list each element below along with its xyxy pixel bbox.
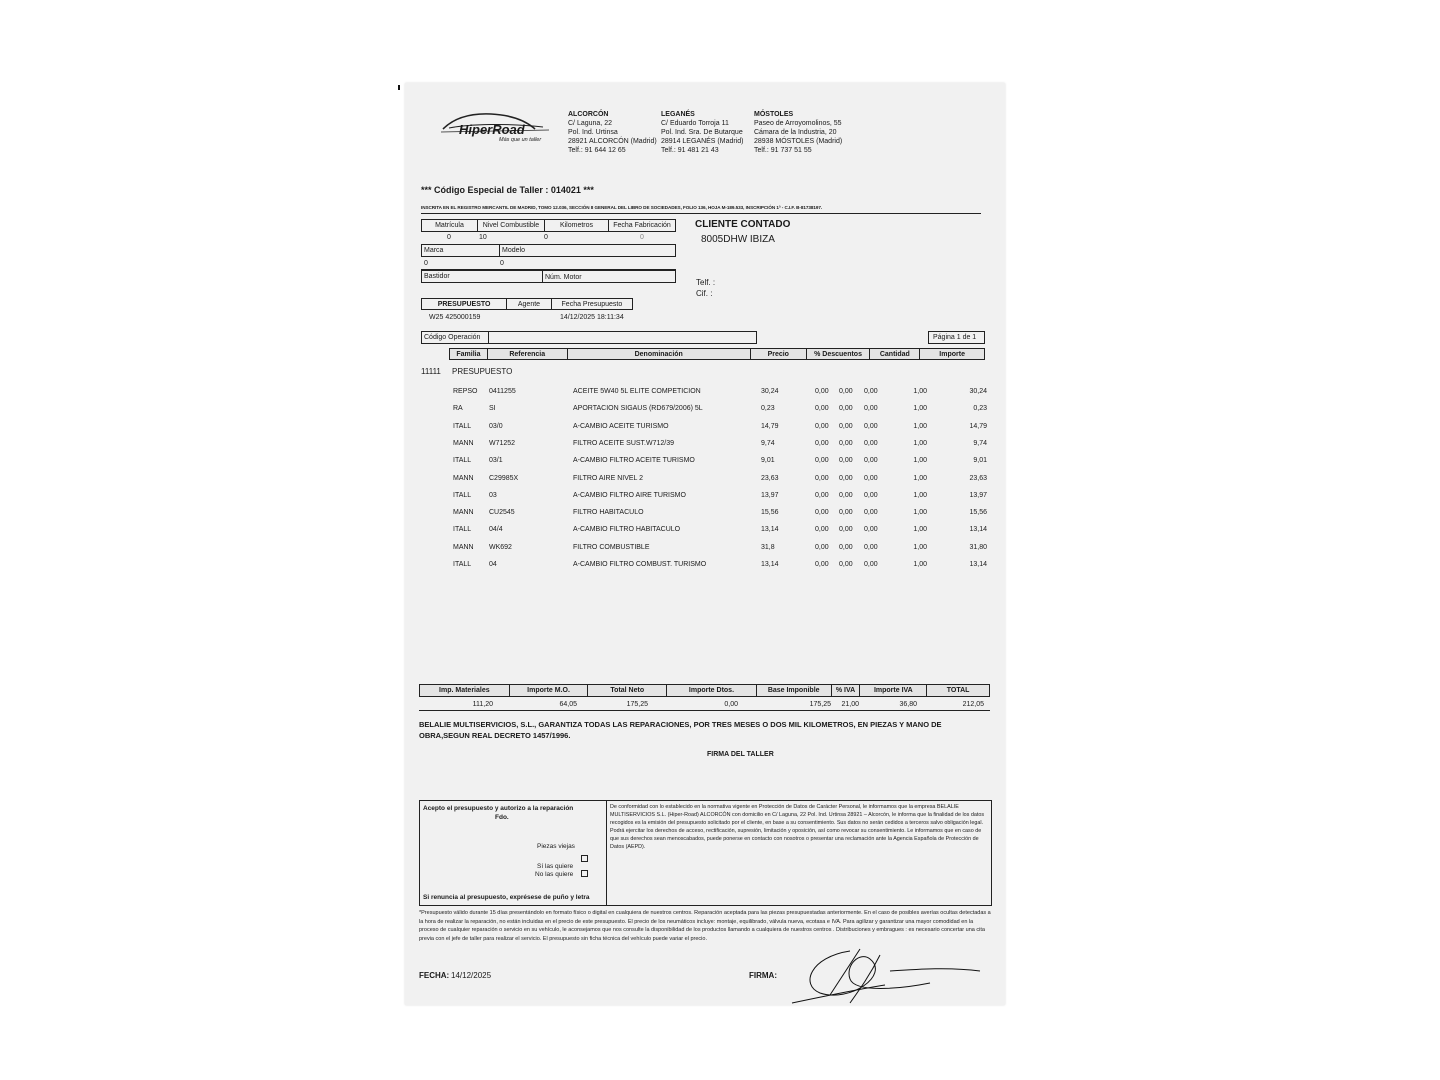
item-descuento-2: 0,00 xyxy=(839,561,853,568)
branch-city: LEGANÉS xyxy=(661,111,695,118)
label-importe-dtos: Importe Dtos. xyxy=(667,685,757,696)
item-descuento-1: 0,00 xyxy=(815,526,829,534)
item-denominacion: APORTACION SIGAUS (RD679/2006) 5L xyxy=(573,405,703,413)
old-parts-yes-label: Sí las quiere xyxy=(537,863,574,870)
item-descuento-3: 0,00 xyxy=(864,439,878,447)
table-row xyxy=(405,387,1005,403)
item-importe: 0,23 xyxy=(973,405,987,413)
page-number: Página 1 de 1 xyxy=(933,334,977,341)
item-referencia: CU2545 xyxy=(489,509,515,517)
item-familia: MANN xyxy=(453,543,474,551)
label-total-neto: Total Neto xyxy=(588,685,667,696)
value-base-imponible: 175,25 xyxy=(809,701,831,708)
item-familia: ITALL xyxy=(453,491,472,499)
value-modelo: 0 xyxy=(500,260,504,267)
items-header-row xyxy=(449,348,985,360)
label-importe-iva: Importe IVA xyxy=(860,685,927,696)
item-cantidad: 1,00 xyxy=(913,405,927,413)
item-descuento-1: 0,00 xyxy=(815,561,829,568)
value-marca: 0 xyxy=(424,260,428,267)
branch-line: Pol. Ind. Urtinsa xyxy=(568,129,618,136)
value-km: 0 xyxy=(544,234,548,241)
budget-document xyxy=(405,83,1005,1005)
branch-line: Telf.: 91 737 51 55 xyxy=(754,147,812,154)
item-cantidad: 1,00 xyxy=(913,526,927,534)
item-descuento-1: 0,00 xyxy=(815,509,829,517)
label-codigo-operacion: Código Operación xyxy=(424,334,481,341)
client-vehicle: 8005DHW IBIZA xyxy=(701,234,775,245)
item-descuento-2: 0,00 xyxy=(839,422,853,430)
label-matricula: Matrícula xyxy=(422,220,478,231)
item-descuento-1: 0,00 xyxy=(815,388,829,395)
value-importe-dtos: 0,00 xyxy=(724,701,738,708)
item-denominacion: A-CAMBIO FILTRO COMBUST. TURISMO xyxy=(573,561,707,568)
label-iva-pct: % IVA xyxy=(832,685,861,696)
scan-mark xyxy=(398,85,400,90)
branch-leganes xyxy=(661,110,756,155)
item-cantidad: 1,00 xyxy=(913,422,927,430)
label-fecha-fabricacion: Fecha Fabricación xyxy=(613,222,671,229)
item-cantidad: 1,00 xyxy=(913,509,927,517)
branch-line: Telf.: 91 644 12 65 xyxy=(568,147,626,154)
label-modelo: Modelo xyxy=(502,247,525,254)
item-denominacion: FILTRO COMBUSTIBLE xyxy=(573,543,650,551)
item-descuento-1: 0,00 xyxy=(815,439,829,447)
label-importe-mo: Importe M.O. xyxy=(510,685,589,696)
item-precio: 9,01 xyxy=(761,457,775,465)
col-familia: Familia xyxy=(450,349,488,359)
table-row xyxy=(405,525,1005,541)
table-row xyxy=(405,474,1005,490)
col-descuentos: % Descuentos xyxy=(807,349,871,359)
value-iva-pct: 21,00 xyxy=(841,701,859,708)
item-familia: REPSO xyxy=(453,388,478,395)
item-referencia: 03/1 xyxy=(489,457,503,465)
item-importe: 13,14 xyxy=(969,561,987,568)
old-parts-no-checkbox[interactable] xyxy=(581,870,588,877)
branch-alcorcon xyxy=(568,110,663,155)
item-denominacion: FILTRO HABITACULO xyxy=(573,509,644,517)
registry-text: INSCRITA EN EL REGISTRO MERCANTIL DE MADRID, TOMO 12.036, SECCIÓN 8 GENERAL DEL LIBRO DE SOCIEDADES, FOLIO 136, HOJA M-189.533, INSCRIPCIÓN 1ª - C.I.F. B-81738197. xyxy=(421,205,823,210)
client-telf-label: Telf. : xyxy=(696,278,716,287)
col-precio: Precio xyxy=(751,349,807,359)
reject-note: Si renuncia al presupuesto, exprésese de puño y letra xyxy=(423,894,590,901)
accept-title: Acepto el presupuesto y autorizo a la reparación xyxy=(423,805,574,812)
item-descuento-3: 0,00 xyxy=(864,405,878,413)
divider xyxy=(542,270,543,283)
value-total-neto: 175,25 xyxy=(626,701,648,708)
item-descuento-3: 0,00 xyxy=(864,422,878,430)
item-denominacion: FILTRO ACEITE SUST.W712/39 xyxy=(573,439,675,447)
item-importe: 31,80 xyxy=(969,543,987,551)
item-importe: 13,14 xyxy=(969,526,987,534)
guarantee-text: BELALIE MULTISERVICIOS, S.L., GARANTIZA TODAS LAS REPARACIONES, POR TRES MESES O DOS MIL KILOMETROS, EN PIEZAS Y MANO DE OBRA,SEGUN REAL DECRETO 1457/1996. xyxy=(419,720,942,740)
item-cantidad: 1,00 xyxy=(913,474,927,482)
value-imp-materiales: 111,20 xyxy=(472,701,493,708)
totals-header-row xyxy=(419,684,990,697)
table-row xyxy=(405,456,1005,472)
item-descuento-3: 0,00 xyxy=(864,474,878,482)
branch-line: C/ Laguna, 22 xyxy=(568,120,612,127)
label-marca: Marca xyxy=(424,247,444,254)
item-precio: 14,79 xyxy=(761,422,779,430)
col-referencia: Referencia xyxy=(488,349,568,359)
value-importe-mo: 64,05 xyxy=(559,701,577,708)
client-cif-label: Cif. : xyxy=(696,289,713,298)
branch-city: MÓSTOLES xyxy=(754,111,794,118)
table-row xyxy=(405,543,1005,559)
branch-line: C/ Eduardo Torroja 11 xyxy=(661,120,729,127)
label-presupuesto: PRESUPUESTO xyxy=(422,299,507,309)
fecha-label: FECHA: xyxy=(419,971,450,980)
item-descuento-3: 0,00 xyxy=(864,561,878,568)
item-familia: RA xyxy=(453,405,463,413)
item-importe: 15,56 xyxy=(969,509,987,517)
item-descuento-3: 0,00 xyxy=(864,526,878,534)
item-descuento-3: 0,00 xyxy=(864,491,878,499)
label-nivel-combustible: Nivel Combustible xyxy=(478,220,545,231)
handwritten-signature xyxy=(790,945,990,1005)
item-referencia: 0411255 xyxy=(489,388,516,395)
budget-header-row xyxy=(421,298,633,310)
item-descuento-2: 0,00 xyxy=(839,474,853,482)
value-importe-iva: 36,80 xyxy=(899,701,917,708)
item-referencia: 03/0 xyxy=(489,422,503,430)
item-descuento-3: 0,00 xyxy=(864,457,878,465)
table-row xyxy=(405,422,1005,438)
divider xyxy=(419,710,990,711)
item-cantidad: 1,00 xyxy=(913,491,927,499)
item-denominacion: FILTRO AIRE NIVEL 2 xyxy=(573,474,644,482)
item-denominacion: ACEITE 5W40 5L ELITE COMPETICION xyxy=(573,388,701,395)
item-descuento-3: 0,00 xyxy=(864,509,878,517)
item-referencia: WK692 xyxy=(489,543,512,551)
item-descuento-2: 0,00 xyxy=(839,526,853,534)
item-precio: 13,14 xyxy=(761,561,779,568)
item-descuento-1: 0,00 xyxy=(815,457,829,465)
budget-date: 14/12/2025 18:11:34 xyxy=(560,314,624,321)
item-descuento-3: 0,00 xyxy=(864,388,878,395)
label-num-motor: Núm. Motor xyxy=(545,274,582,281)
branch-line: Paseo de Arroyomolinos, 55 xyxy=(754,120,842,127)
item-referencia: SI xyxy=(489,405,496,413)
item-descuento-1: 0,00 xyxy=(815,491,829,499)
table-row xyxy=(405,491,1005,507)
table-row xyxy=(405,439,1005,455)
fecha-value: 14/12/2025 xyxy=(451,971,492,980)
branch-line: 28914 LEGANÉS (Madrid) xyxy=(661,138,744,145)
label-kilometros: Kilometros xyxy=(545,220,609,231)
item-precio: 13,97 xyxy=(761,491,779,499)
item-referencia: 04 xyxy=(489,561,497,568)
value-fecha-fab: 0 xyxy=(640,234,644,241)
vehicle-header-row xyxy=(421,219,676,232)
table-row xyxy=(405,404,1005,420)
branch-city: ALCORCÓN xyxy=(568,111,609,118)
item-importe: 13,97 xyxy=(969,491,987,499)
divider xyxy=(488,331,489,344)
divider xyxy=(499,244,500,257)
label-agente: Agente xyxy=(507,299,552,309)
old-parts-yes-checkbox[interactable] xyxy=(581,855,588,862)
label-fecha-presupuesto: Fecha Presupuesto xyxy=(561,301,623,308)
item-denominacion: A-CAMBIO FILTRO HABITACULO xyxy=(573,526,681,534)
accept-fdo: Fdo. xyxy=(495,814,509,821)
footnote-text: *Presupuesto válido durante 15 días presentándolo en formato físico o digital en cualquiera de nuestros centros. Reparación aceptada para las piezas presupuestadas anteriormente. En el caso de posibles averías ocultas detectadas a la hora de realizar la reparación, no están incluidas en el precio de este presupuesto. El precio de los neumáticos incluye: montaje, equilibrado, válvula nueva, ecotasa e IVA. Para agilizar y garantizar una mayor comodidad en la proceso de cualquier reparación o servicio en su vehículo, le aconsejamos que nos consulte la disponibilidad de los productos llamando a cualquiera de nuestros centros . Distribuciones y embragues : es necesario concertar una cita previa con el jefe de taller para realizar el servicio. El presupuesto sin ficha técnica del vehículo puede variar el precio. xyxy=(419,910,991,942)
item-referencia: W71252 xyxy=(489,439,516,447)
item-cantidad: 1,00 xyxy=(913,543,927,551)
table-row xyxy=(405,560,1005,576)
branch-mostoles xyxy=(754,110,864,155)
item-referencia: C29985X xyxy=(489,474,519,482)
item-familia: MANN xyxy=(453,509,474,517)
item-descuento-1: 0,00 xyxy=(815,422,829,430)
budget-number: W25 425000159 xyxy=(429,314,481,321)
item-familia: MANN xyxy=(453,474,474,482)
old-parts-label: Piezas viejas xyxy=(537,843,575,850)
item-familia: ITALL xyxy=(453,457,472,465)
label-bastidor: Bastidor xyxy=(424,273,450,280)
item-familia: MANN xyxy=(453,439,474,447)
item-precio: 30,24 xyxy=(761,388,779,395)
logo-brand: HiperRoad xyxy=(459,122,525,137)
item-denominacion: A-CAMBIO FILTRO ACEITE TURISMO xyxy=(573,457,695,465)
item-precio: 31,8 xyxy=(761,543,775,551)
item-descuento-2: 0,00 xyxy=(839,457,853,465)
branch-line: Telf.: 91 481 21 43 xyxy=(661,147,719,154)
item-precio: 15,56 xyxy=(761,509,779,517)
item-referencia: 03 xyxy=(489,491,497,499)
item-precio: 23,63 xyxy=(761,474,779,482)
col-cantidad: Cantidad xyxy=(870,349,920,359)
old-parts-no-label: No las quiere xyxy=(535,871,574,878)
item-descuento-2: 0,00 xyxy=(839,509,853,517)
special-code: *** Código Especial de Taller : 014021 *** xyxy=(421,185,594,195)
item-referencia: 04/4 xyxy=(489,526,503,534)
group-code: 11111 xyxy=(421,367,441,376)
label-imp-materiales: Imp. Materiales xyxy=(420,685,510,696)
item-denominacion: A-CAMBIO FILTRO AIRE TURISMO xyxy=(573,491,686,499)
group-name: PRESUPUESTO xyxy=(452,367,513,376)
item-descuento-3: 0,00 xyxy=(864,543,878,551)
item-precio: 13,14 xyxy=(761,526,779,534)
item-importe: 9,74 xyxy=(973,439,987,447)
item-cantidad: 1,00 xyxy=(913,388,927,395)
branch-line: Cámara de la Industria, 20 xyxy=(754,129,837,136)
value-nivel: 10 xyxy=(479,234,487,241)
item-importe: 9,01 xyxy=(973,457,987,465)
item-descuento-2: 0,00 xyxy=(839,405,853,413)
item-descuento-2: 0,00 xyxy=(839,388,853,395)
item-descuento-2: 0,00 xyxy=(839,439,853,447)
item-familia: ITALL xyxy=(453,526,472,534)
hiperroad-logo xyxy=(439,107,555,147)
privacy-text: De conformidad con lo establecido en la normativa vigente en Protección de Datos de Carácter Personal, le informamos que la empresa BELALIE MULTISERVICIOS S.L. (Hiper-Road) ALCORCÓN con domicilio en C/ Laguna, 22 Pol. Ind. Urtinsa 28921 – Alcorcón, le informa que la finalidad de los datos recogidos es la emisión del presupuesto solicitado por el cliente, en base a su consentimiento. Sus datos no serán cedidos a terceros salvo obligación legal. Podrá ejercitar los derechos de acceso, rectificación, supresión, limitación y oposición, así como revocar su consentimiento. Le informamos que en caso de que sus derechos sean menoscabados, puede ponerse en contacto con nosotros o presentar una reclamación ante la Agencia Española de Protección de Datos (AEPD). xyxy=(610,804,985,850)
divider xyxy=(421,213,981,214)
divider xyxy=(606,800,607,906)
item-familia: ITALL xyxy=(453,422,472,430)
client-name: CLIENTE CONTADO xyxy=(695,219,791,230)
col-importe: Importe xyxy=(939,351,965,358)
branch-line: 28938 MÓSTOLES (Madrid) xyxy=(754,138,843,145)
logo-tagline: Más que un taller xyxy=(499,137,542,143)
label-base-imponible: Base Imponible xyxy=(757,685,832,696)
item-cantidad: 1,00 xyxy=(913,439,927,447)
item-importe: 23,63 xyxy=(969,474,987,482)
item-descuento-1: 0,00 xyxy=(815,543,829,551)
value-matricula: 0 xyxy=(447,234,451,241)
value-total: 212,05 xyxy=(962,701,984,708)
branch-line: Pol. Ind. Sra. De Butarque xyxy=(661,129,743,136)
item-familia: ITALL xyxy=(453,561,472,568)
item-precio: 9,74 xyxy=(761,439,775,447)
item-importe: 14,79 xyxy=(969,422,987,430)
item-precio: 0,23 xyxy=(761,405,775,413)
col-denominacion: Denominación xyxy=(568,349,751,359)
firma-label: FIRMA: xyxy=(749,971,777,980)
item-cantidad: 1,00 xyxy=(913,561,927,568)
item-importe: 30,24 xyxy=(969,388,987,395)
item-descuento-1: 0,00 xyxy=(815,474,829,482)
item-denominacion: A-CAMBIO ACEITE TURISMO xyxy=(573,422,669,430)
table-row xyxy=(405,508,1005,524)
item-descuento-2: 0,00 xyxy=(839,543,853,551)
branch-line: 28921 ALCORCÓN (Madrid) xyxy=(568,138,657,145)
marca-modelo-box xyxy=(421,244,676,257)
item-cantidad: 1,00 xyxy=(913,457,927,465)
label-total: TOTAL xyxy=(946,687,970,694)
item-descuento-2: 0,00 xyxy=(839,491,853,499)
item-descuento-1: 0,00 xyxy=(815,405,829,413)
firma-taller-label: FIRMA DEL TALLER xyxy=(707,751,774,758)
